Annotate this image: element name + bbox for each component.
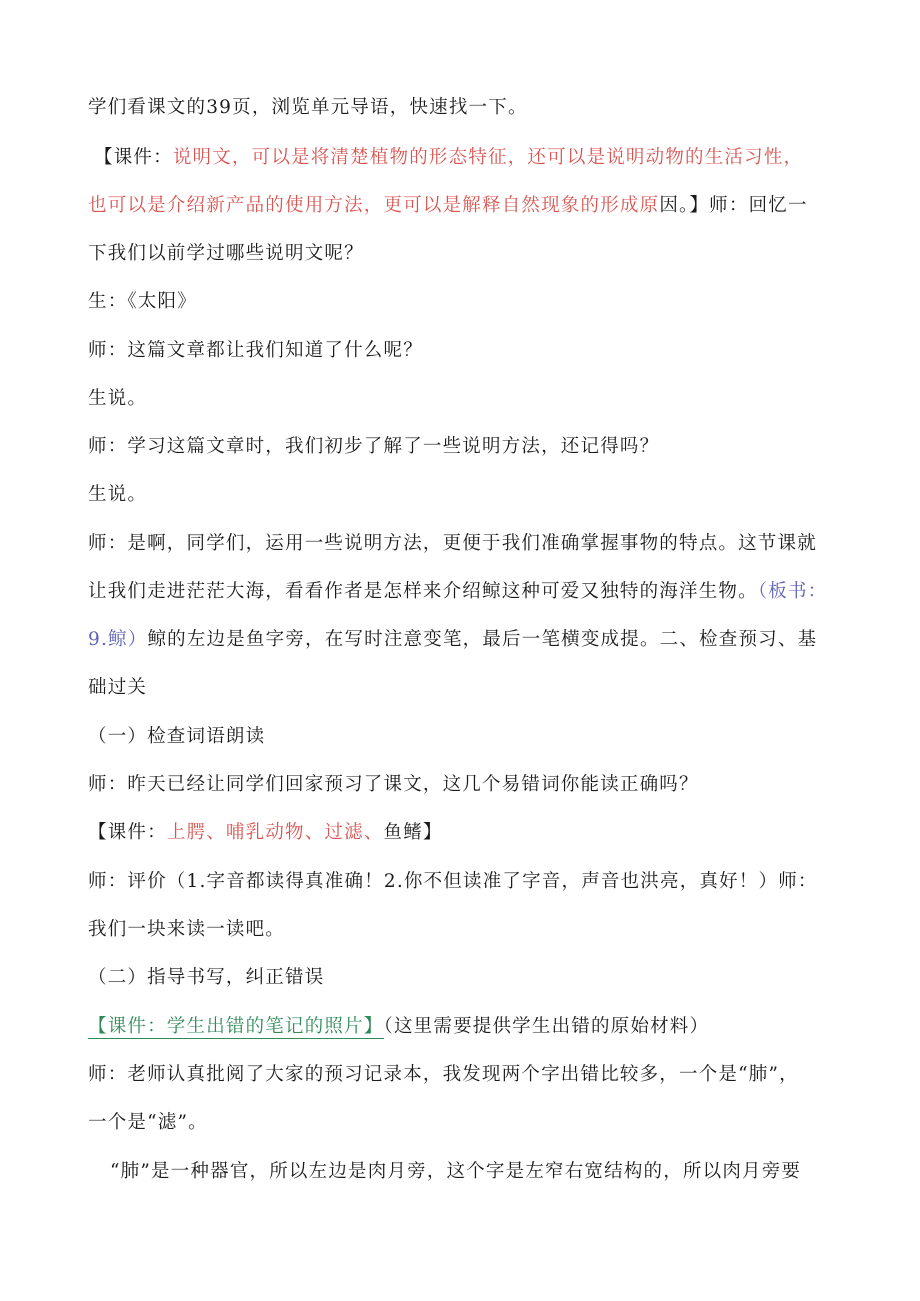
line-text: 师：这篇文章都让我们知道了什么呢？ <box>88 340 423 361</box>
line-text: 鱼鳍】 <box>383 822 443 843</box>
paragraph-line <box>110 1160 870 1184</box>
line-text: 师：老师认真批阅了大家的预习记录本，我发现两个字出错比较多，一个是“肺”， <box>88 1064 799 1085</box>
paragraph-line <box>88 387 848 411</box>
courseware-photo-note: 【课件：学生出错的笔记的照片】 <box>88 1016 384 1037</box>
paragraph-line <box>88 290 848 314</box>
section-heading <box>88 966 848 990</box>
line-text: 生说。 <box>88 388 148 409</box>
line-text: 师：是啊，同学们，运用一些说明方法，更便于我们准确掌握事物的特点。这节课就 <box>88 533 817 554</box>
bracket-label: 【课件： <box>88 822 167 843</box>
heading-text: （一）检查词语朗读 <box>88 726 266 747</box>
paragraph-line <box>88 483 848 507</box>
paragraph-line <box>88 870 848 894</box>
line-text: （这里需要提供学生出错的原始材料） <box>383 1016 710 1037</box>
line-text: 因。】师：回忆一 <box>659 195 808 216</box>
paragraph-line <box>88 532 848 556</box>
paragraph-line <box>88 580 848 604</box>
paragraph-line <box>88 1063 848 1087</box>
line-text: 师：评价（1.字音都读得真准确！2.你不但读准了字音，声音也洪亮，真好！）师： <box>88 871 818 892</box>
line-text: 础过关 <box>88 677 148 698</box>
paragraph-line <box>88 676 848 700</box>
line-text: 下我们以前学过哪些说明文呢？ <box>88 243 364 264</box>
paragraph-line <box>88 339 848 363</box>
line-text: 让我们走进茫茫大海，看看作者是怎样来介绍鲸这种可爱又独特的海洋生物。 <box>88 581 758 602</box>
paragraph-line <box>88 242 848 266</box>
line-text: 一个是“滤”。 <box>88 1112 208 1133</box>
paragraph-line <box>88 96 848 120</box>
line-text: 师：昨天已经让同学们回家预习了课文，这几个易错词你能读正确吗？ <box>88 774 699 795</box>
line-text: 生说。 <box>88 484 148 505</box>
board-note: 9.鲸） <box>88 629 148 650</box>
courseware-line <box>88 1015 848 1039</box>
paragraph-line <box>88 628 848 652</box>
line-text: 生：《太阳》 <box>88 291 197 312</box>
paragraph-line <box>88 435 848 459</box>
heading-text: （二）指导书写，纠正错误 <box>88 967 325 988</box>
courseware-line <box>88 194 848 218</box>
courseware-text: 也可以是介绍新产品的使用方法，更可以是解释自然现象的形成原 <box>88 195 660 216</box>
courseware-text: 说明文，可以是将清楚植物的形态特征，还可以是说明动物的生活习性， <box>172 147 804 168</box>
courseware-line <box>88 821 848 845</box>
courseware-text: 上腭、哺乳动物、过滤、 <box>166 822 384 843</box>
paragraph-line <box>88 918 848 942</box>
paragraph-line <box>88 1111 848 1135</box>
paragraph-line <box>88 773 848 797</box>
line-text: 师：学习这篇文章时，我们初步了解了一些说明方法，还记得吗？ <box>88 436 660 457</box>
bracket-label: 【课件： <box>94 147 173 168</box>
line-text: 我们一块来读一读吧。 <box>88 919 286 940</box>
line-text: 鲸的左边是鱼字旁，在写时注意变笔，最后一笔横变成提。二、检查预习、基 <box>147 629 818 650</box>
courseware-line <box>94 146 854 170</box>
line-text: 学们看课文的39页，浏览单元导语，快速找一下。 <box>88 97 528 118</box>
section-heading <box>88 725 848 749</box>
line-text: “肺”是一种器官，所以左边是肉月旁，这个字是左窄右宽结构的，所以肉月旁要 <box>110 1161 802 1182</box>
board-note: （板书： <box>757 581 828 602</box>
